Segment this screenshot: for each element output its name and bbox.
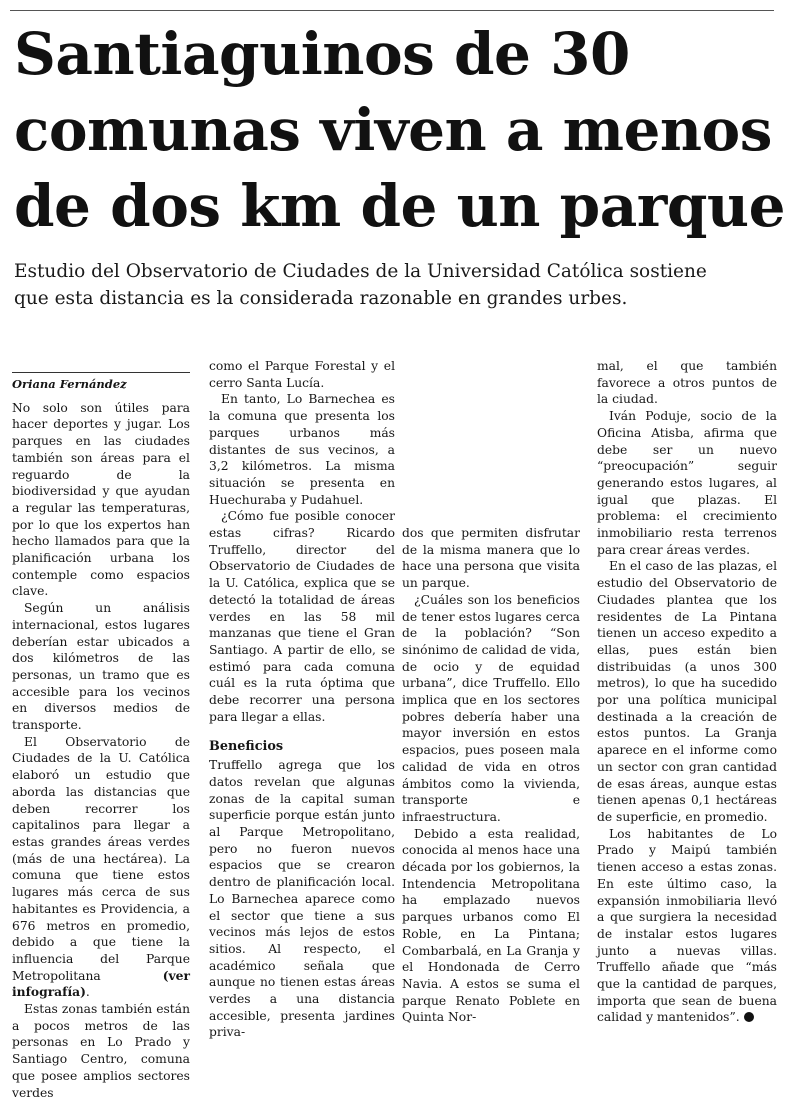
col1-paragraph-1: No solo son útiles para hacer deportes y jugar. Los parques en las ciudades también son áreas para el reguardo de la biodiversidad y que ayudan a regular las temperaturas, por lo que los expertos han hecho llamados para que la planificación urbana los contemple como espacios clave.	[12, 400, 190, 599]
column-2	[209, 358, 395, 1041]
top-rule	[10, 10, 774, 11]
col1-paragraph-3	[12, 734, 190, 1001]
infographic-reference: (ver infografía)	[12, 967, 190, 1000]
col3-paragraph-3: Debido a esta realidad, conocida al menos hace una década por los gobiernos, la Intendencia Metropolitana ha emplazado nuevos parques urbanos como El Roble, en La Pintana; Combarbalá, en La Granja y el Hondonada de Cerro Navia. A estos se suma el parque Renato Poblete en Quinta Nor-	[402, 826, 580, 1025]
col1-paragraph-4: Estas zonas también están a pocos metros de las personas en Lo Prado y Santiago Centro, comuna que posee amplios sectores verdes	[12, 1002, 190, 1100]
deck-subtitle	[14, 258, 784, 312]
col4-paragraph-4-text: Los habitantes de Lo Prado y Maipú también tienen acceso a estas zonas. En este último caso, la expansión inmobiliaria llevó a que surgiera la necesidad de instalar estos lugares junto a nuevas villas. Truffello añade que “más que la cantidad de parques, importa que sean de buena calidad y mantenidos”.	[597, 826, 777, 1025]
byline: Oriana Fernández	[12, 377, 127, 391]
col2-paragraph-4: Truffello agrega que los datos revelan que algunas zonas de la capital suman superficie porque están junto al Parque Metropolitano, pero no fueron nuevos espacios que se crearon dentro de planificación local. Lo Barnechea aparece como el sector que tiene a sus vecinos más lejos de estos sitios. Al respecto, el académico señala que aunque no tienen estas áreas verdes a una distancia accesible, presenta jardines priva-	[209, 758, 395, 1040]
deck-line-1: Estudio del Observatorio de Ciudades de la Universidad Católica sostiene	[14, 261, 707, 282]
col4-paragraph-1: mal, el que también favorece a otros puntos de la ciudad.	[597, 359, 777, 407]
col3-paragraph-2: ¿Cuáles son los beneficios de tener estos lugares cerca de la población? “Son sinónimo de calidad de vida, de ocio y de equidad urbana”, dice Truffello. Ello implica que en los sectores pobres debería haber una mayor inversión en estos espacios, pues poseen mala calidad de vida en otros ámbitos como la vivienda, transporte e infraestructura.	[402, 592, 580, 824]
col2-paragraph-1: como el Parque Forestal y el cerro Santa Lucía.	[209, 359, 395, 390]
column-4	[597, 358, 777, 1026]
col4-paragraph-3: En el caso de las plazas, el estudio del Observatorio de Ciudades plantea que los residentes de La Pintana tienen un acceso expedito a ellas, pues están bien distribuidas (a unos 300 metros), lo que ha sucedido por una política municipal destinada a la creación de estos puntos. La Granja aparece en el informe como un sector con gran cantidad de esas áreas, aunque estas tienen apenas 0,1 hectáreas de superficie, en promedio.	[597, 559, 777, 824]
col2-paragraph-3: ¿Cómo fue posible conocer estas cifras? Ricardo Truffello, director del Observatorio de Ciudades de la U. Católica, explica que se detectó la totalidad de áreas verdes en las 58 mil manzanas que tiene el Gran Santiago. A partir de ello, se estimó para cada comuna cuál es la ruta óptima que debe recorrer una persona para llegar a ellas.	[209, 509, 395, 724]
col1-paragraph-2: Según un análisis internacional, estos lugares deberían estar ubicados a dos kilómetros de las personas, un tramo que es accesible para los vecinos en diversos medios de transporte.	[12, 601, 190, 733]
col4-paragraph-2: Iván Poduje, socio de la Oficina Atisba, afirma que debe ser un nuevo “preocupación” seguir generando estos lugares, al igual que plazas. El problema: el crecimiento inmobiliario resta terrenos para crear áreas verdes.	[597, 409, 777, 557]
deck-line-2: que esta distancia es la considerada razonable en grandes urbes.	[14, 288, 628, 309]
subhead-beneficios: Beneficios	[209, 739, 284, 755]
column-3	[402, 525, 580, 1026]
col1-paragraph-3-end: .	[85, 985, 90, 1000]
headline	[14, 16, 784, 244]
headline-line-3: de dos km de un parque	[14, 172, 785, 240]
byline-rule	[12, 372, 190, 373]
column-1	[12, 372, 190, 1101]
col2-paragraph-2: En tanto, Lo Barnechea es la comuna que presenta los parques urbanos más distantes de sus vecinos, a 3,2 kilómetros. La misma situación se presenta en Huechuraba y Pudahuel.	[209, 392, 395, 507]
col4-paragraph-4	[597, 826, 777, 1026]
headline-line-1: Santiaguinos de 30	[14, 20, 630, 88]
col3-paragraph-1: dos que permiten disfrutar de la misma manera que lo hace una persona que visita un parque.	[402, 526, 580, 591]
headline-line-2: comunas viven a menos	[14, 96, 772, 164]
col1-paragraph-3-text: El Observatorio de Ciudades de la U. Católica elaboró un estudio que aborda las distancias que deben recorrer los capitalinos para llegar a estas grandes áreas verdes (más de una hectárea). La comuna que tiene estos lugares más cerca de sus habitantes es Providencia, a 676 metros en promedio, debido a que tiene la influencia del Parque Metropolitana	[12, 734, 190, 983]
end-mark-icon	[744, 1012, 754, 1022]
